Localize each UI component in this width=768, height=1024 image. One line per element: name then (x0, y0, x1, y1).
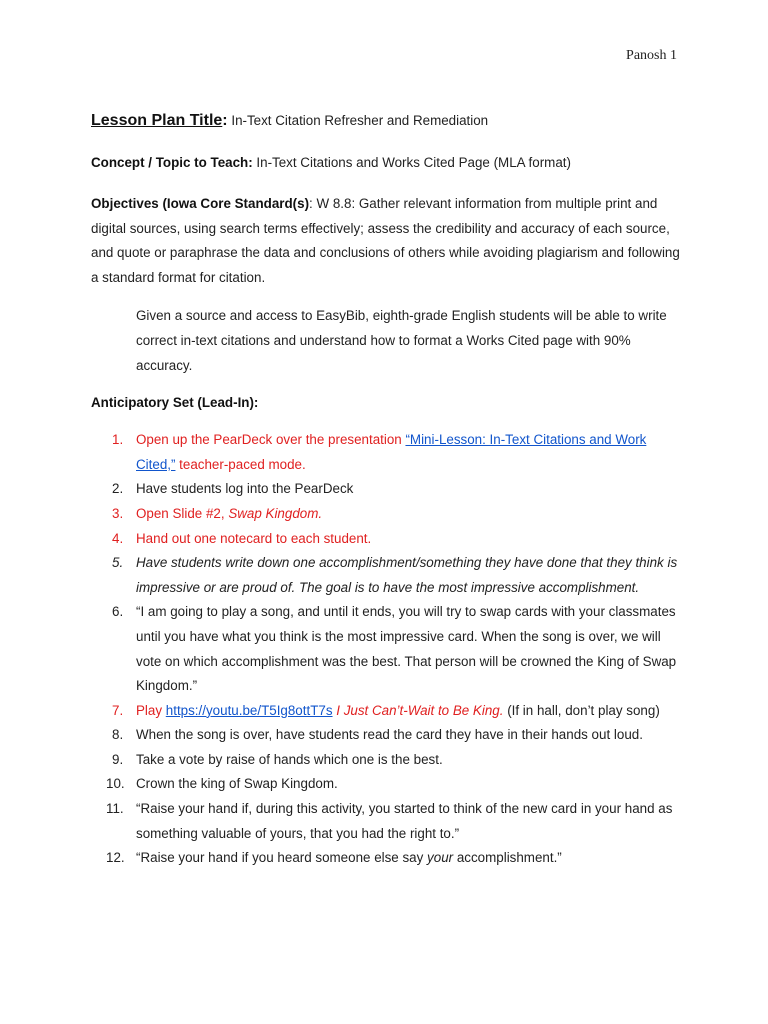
page-number: Panosh 1 (626, 48, 677, 63)
list-item (91, 797, 681, 846)
step-text: Crown the king of Swap Kingdom. (136, 776, 338, 792)
list-number: 1. (112, 432, 124, 448)
list-item (91, 748, 681, 773)
step-text: (If in hall, don’t play song) (503, 702, 660, 718)
concept-topic (91, 152, 681, 174)
step-text: “Raise your hand if you heard someone else say (136, 850, 428, 866)
list-item (91, 477, 681, 502)
list-item (91, 600, 681, 698)
list-number: 5. (112, 555, 124, 571)
step-italic-text: Swap Kingdom. (228, 505, 323, 521)
step-text: Play (136, 702, 166, 718)
step-text: Take a vote by raise of hands which one is the best. (136, 751, 443, 767)
list-item (91, 502, 681, 527)
list-number: 11. (106, 801, 124, 817)
presentation-link[interactable]: “Mini-Lesson: In-Text Citations and Work Cited,” (136, 432, 647, 472)
list-number: 9. (112, 751, 124, 767)
song-title: I Just Can’t-Wait to Be King. (332, 702, 504, 718)
list-number: 7. (112, 702, 124, 718)
list-number: 2. (112, 481, 124, 497)
step-text: Hand out one notecard to each student. (136, 530, 372, 546)
list-item (91, 527, 681, 552)
objectives-label: Objectives (Iowa Core Standard(s) (91, 196, 310, 211)
concept-label: Concept / Topic to Teach: (91, 155, 253, 170)
list-number: 8. (112, 727, 124, 743)
list-item (91, 846, 681, 871)
title-colon: : (222, 112, 228, 129)
list-item (91, 699, 681, 724)
list-number: 6. (112, 604, 124, 620)
list-item (91, 772, 681, 797)
list-item (91, 428, 681, 477)
list-number: 4. (112, 530, 124, 546)
step-text: “I am going to play a song, and until it ends, you will try to swap cards with your classmates until you have what you think is the most impressive card. When the song is over, we will vote on which accomplishment was the best. That person will be crowned the King of Swap Kingdom.” (136, 604, 677, 694)
step-text: Open up the PearDeck over the presentation (136, 432, 406, 448)
objectives-text: : W 8.8: Gather relevant information from multiple print and digital sources, using search terms effectively; assess the credibility and accuracy of each source, and quote or paraphrase the data and conclusions of others while avoiding plagiarism and following a standard format for citation. (91, 196, 680, 285)
step-text: When the song is over, have students read the card they have in their hands out loud. (136, 727, 643, 743)
youtube-link[interactable]: https://youtu.be/T5Ig8ottT7s (165, 702, 333, 718)
concept-value: In-Text Citations and Works Cited Page (MLA format) (252, 155, 571, 170)
step-text: Have students write down one accomplishment/something they have done that they think is impressive or are proud of. The goal is to have the most impressive accomplishment. (136, 555, 678, 595)
step-text: “Raise your hand if, during this activity, you started to think of the new card in your hand as something valuable of yours, that you had the right to.” (136, 801, 673, 841)
step-italic-text: your (427, 850, 454, 866)
step-text: Open Slide #2, (136, 505, 229, 521)
lesson-plan-title (91, 110, 681, 132)
list-number: 12. (106, 850, 125, 866)
steps-list (91, 428, 681, 871)
step-text: Have students log into the PearDeck (136, 481, 354, 497)
step-text: teacher-paced mode. (175, 456, 306, 472)
list-item (91, 551, 681, 600)
document-body (91, 110, 681, 871)
title-value: In-Text Citation Refresher and Remediation (227, 113, 489, 128)
objective-goal: Given a source and access to EasyBib, eighth-grade English students will be able to write correct in-text citations and understand how to format a Works Cited page with 90% accuracy. (136, 308, 667, 373)
list-number: 10. (106, 776, 125, 792)
list-item (91, 723, 681, 748)
list-number: 3. (112, 505, 124, 521)
objectives (91, 192, 681, 290)
title-label: Lesson Plan Title (91, 112, 223, 129)
anticipatory-set-heading: Anticipatory Set (Lead-In): (91, 395, 259, 411)
step-text: accomplishment.” (453, 850, 562, 866)
